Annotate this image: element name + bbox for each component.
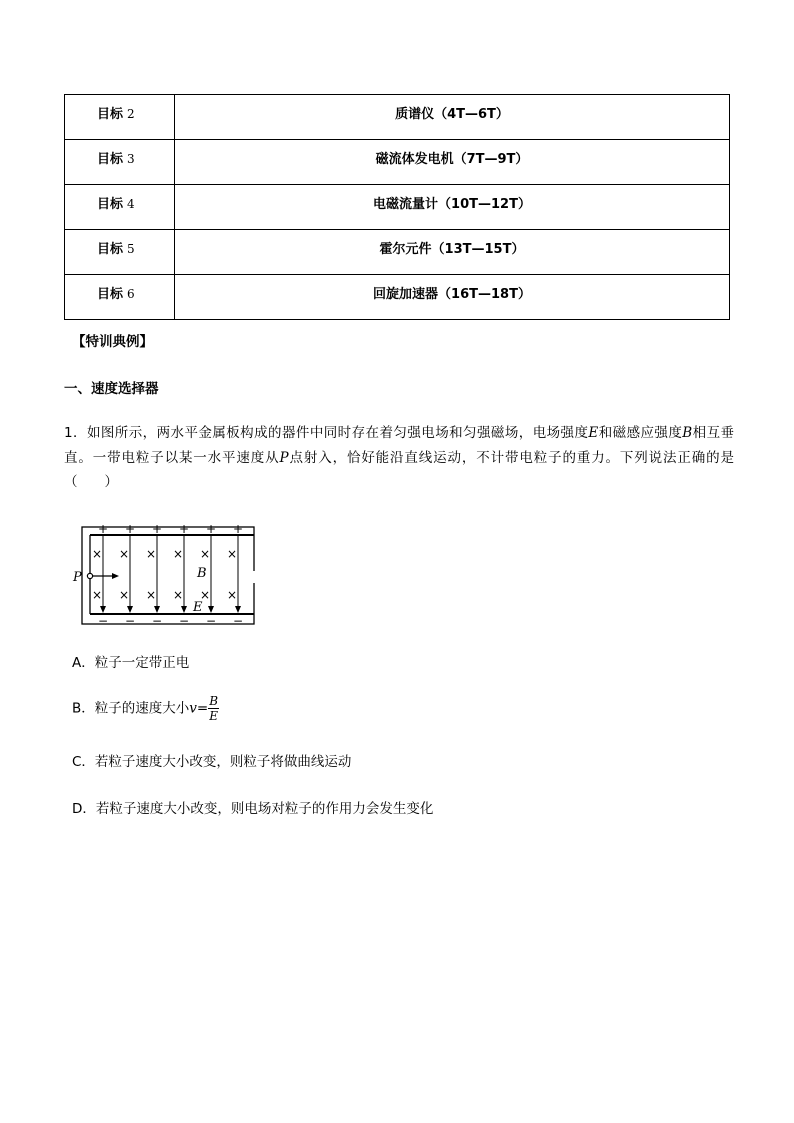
question-part4: 点射入，恰好能沿直线运动，不计带电粒子的重力。下列说法正确的是（ ） — [64, 449, 735, 490]
goal-content: 磁流体发电机（7T—9T） — [375, 152, 529, 167]
question-part1: 1．如图所示，两水平金属板构成的器件中同时存在着匀强电场和匀强磁场，电场强度 — [64, 425, 589, 441]
minus-sign: − — [151, 614, 163, 628]
magnetic-field-cross: × — [145, 588, 157, 602]
goal-content-cell — [175, 140, 730, 185]
fraction — [208, 694, 219, 723]
magnetic-field-cross: × — [145, 547, 157, 561]
minus-sign: − — [232, 614, 244, 628]
plus-sign: + — [124, 522, 136, 536]
plus-sign: + — [232, 522, 244, 536]
goal-label-cell — [65, 140, 175, 185]
label-p: P — [73, 570, 82, 585]
goals-table — [64, 94, 730, 320]
goal-row — [65, 95, 730, 140]
magnetic-field-cross: × — [91, 547, 103, 561]
goal-label-cell — [65, 230, 175, 275]
goal-number: 5 — [127, 242, 135, 256]
symbol-p: P — [279, 449, 289, 466]
option-b-var: v — [189, 700, 197, 717]
goal-row — [65, 140, 730, 185]
option-b-prefix: B．粒子的速度大小 — [72, 700, 190, 717]
field-arrowhead — [127, 606, 133, 613]
entry-point — [87, 573, 92, 578]
goal-number: 2 — [127, 107, 135, 121]
field-arrowhead — [181, 606, 187, 613]
symbol-e: E — [588, 425, 599, 441]
label-e: E — [193, 600, 203, 615]
goal-label-cell — [65, 185, 175, 230]
magnetic-field-cross: × — [226, 588, 238, 602]
label-b: B — [197, 566, 207, 581]
goal-content-cell — [175, 185, 730, 230]
magnetic-field-cross: × — [226, 547, 238, 561]
option-c[interactable]: C．若粒子速度大小改变，则粒子将做曲线运动 — [72, 754, 352, 770]
minus-sign: − — [97, 614, 109, 628]
option-b[interactable] — [72, 694, 219, 723]
goal-label: 目标 — [97, 197, 124, 212]
magnetic-field-cross: × — [199, 588, 211, 602]
goal-label: 目标 — [97, 152, 124, 167]
minus-sign: − — [124, 614, 136, 628]
field-arrowhead — [235, 606, 241, 613]
goal-content: 质谱仪（4T—6T） — [395, 107, 509, 122]
goal-content: 电磁流量计（10T—12T） — [373, 197, 531, 212]
magnetic-field-cross: × — [172, 588, 184, 602]
goal-content: 回旋加速器（16T—18T） — [373, 287, 531, 302]
fraction-numerator: B — [209, 694, 219, 708]
field-arrowhead — [100, 606, 106, 613]
question-part2: 和磁感应强度 — [598, 425, 683, 441]
option-d[interactable]: D．若粒子速度大小改变，则电场对粒子的作用力会发生变化 — [72, 801, 434, 817]
symbol-b: B — [682, 425, 693, 441]
minus-sign: − — [178, 614, 190, 628]
goal-label-cell — [65, 275, 175, 320]
magnetic-field-cross: × — [199, 547, 211, 561]
goal-label-cell — [65, 95, 175, 140]
plus-sign: + — [178, 522, 190, 536]
question-text — [64, 421, 734, 495]
goal-number: 6 — [127, 287, 135, 301]
goal-number: 4 — [127, 197, 135, 211]
field-arrowhead — [154, 606, 160, 613]
minus-sign: − — [205, 614, 217, 628]
magnetic-field-cross: × — [91, 588, 103, 602]
field-arrowhead — [208, 606, 214, 613]
goal-content: 霍尔元件（13T—15T） — [379, 242, 525, 257]
goal-content-cell — [175, 230, 730, 275]
section-label: 【特训典例】 — [72, 334, 153, 350]
goal-content-cell — [175, 275, 730, 320]
velocity-arrowhead — [112, 573, 119, 579]
plus-sign: + — [97, 522, 109, 536]
goal-row — [65, 275, 730, 320]
question-part3: 相互垂直。一带电粒子以某一水平速度从 — [64, 425, 735, 466]
magnetic-field-cross: × — [118, 588, 130, 602]
fraction-denominator: E — [209, 709, 219, 723]
goal-label: 目标 — [97, 107, 124, 122]
velocity-selector-figure — [70, 521, 260, 631]
goal-label: 目标 — [97, 242, 124, 257]
goal-row — [65, 185, 730, 230]
option-a[interactable]: A．粒子一定带正电 — [72, 655, 190, 671]
goal-content-cell — [175, 95, 730, 140]
plus-sign: + — [151, 522, 163, 536]
goal-number: 3 — [127, 152, 135, 166]
magnetic-field-cross: × — [172, 547, 184, 561]
option-b-eq: = — [196, 700, 209, 717]
plus-sign: + — [205, 522, 217, 536]
magnetic-field-cross: × — [118, 547, 130, 561]
goal-label: 目标 — [97, 287, 124, 302]
section-title: 一、速度选择器 — [64, 381, 159, 397]
goal-row — [65, 230, 730, 275]
